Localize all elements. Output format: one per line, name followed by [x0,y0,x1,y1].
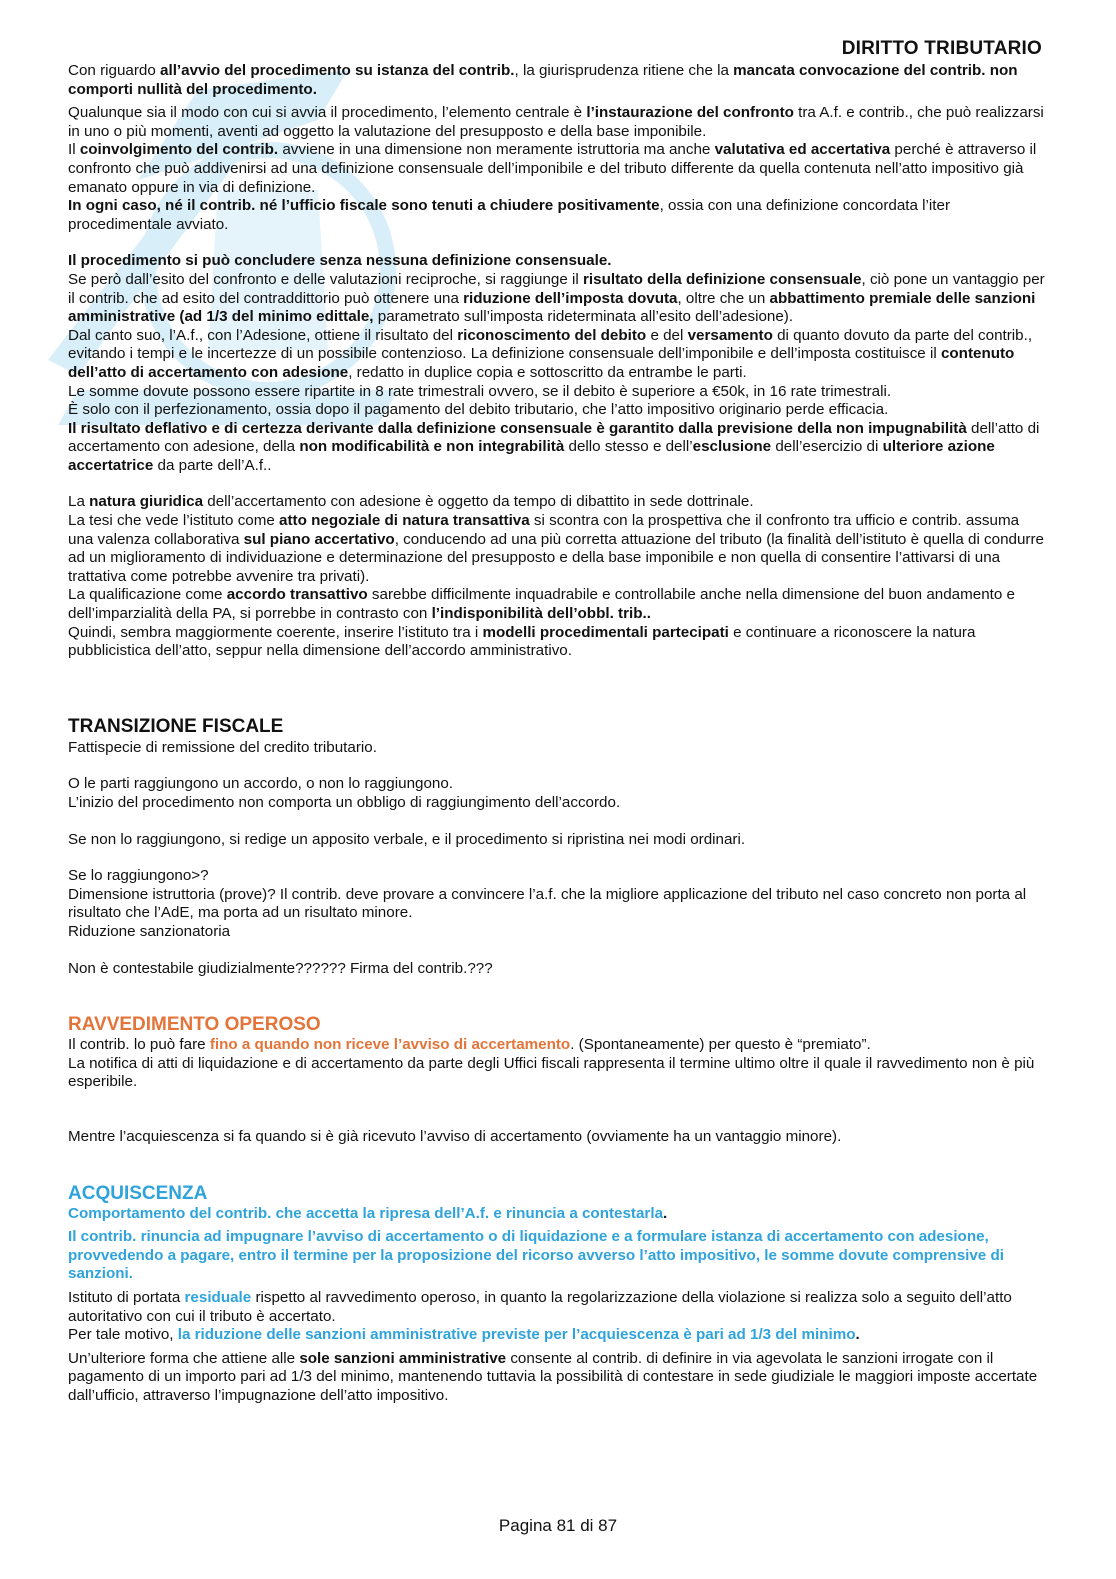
text-run: , oltre che un [677,289,770,307]
paragraph: Se non lo raggiungono, si redige un apposito verbale, e il procedimento si ripristina nei modi ordinari. [68,830,746,848]
text-run: e del [646,326,688,344]
text-run: Qualunque sia il modo con cui si avvia il procedimento, l’elemento centrale è [68,104,587,122]
text-run: valutativa ed accertativa [714,141,891,159]
text-run: e continuare a riconoscere la natura pubblicistica dell’atto, seppur nella dimensione dell’accordo amministrativo. [68,623,976,660]
text-run: In ogni caso, né il contrib. né l’ufficio fiscale sono tenuti a chiudere positivamente [68,197,660,215]
text-run: contenuto dell’atto di accertamento con adesione [68,345,1015,381]
paragraph [68,624,1048,661]
paragraph [68,586,1048,623]
text-run: , conducendo ad una più corretta attuazione del tributo (la finalità dell’istituto è quella di condurre ad un miglioramento di individuazione e determinazione del presupposto e della base imponibile e non quella di consentire l’attivarsi di una trattativa come potrebbe avvenire tra privati). [68,530,1044,585]
paragraph: Istituto di portata residuale rispetto al ravvedimento operoso, in quanto la regolarizzazione della violazione si realizza solo a seguito dell’atto autoritativo con cui il tributo è accertato. [68,1288,1012,1325]
page-content [68,62,1048,1405]
text-run: modelli procedimentali partecipati [482,623,729,641]
text-run: La [68,493,90,511]
paragraph: Se lo raggiungono>? [68,867,209,885]
text-run: all’avvio del procedimento su istanza del contrib. [160,62,515,79]
text-run: , ciò pone un vantaggio per il contrib. che ad esito del contraddittorio può ottenere una [68,270,1045,307]
text-run: La tesi che vede l’istituto come [68,512,280,530]
text-run: ulteriore azione accertatrice [68,438,995,474]
paragraph [68,512,1048,586]
text-run: sarebbe difficilmente inquadrabile e controllabile anche nella dimensione del buon andamento e dell’imparzialità della PA, si porrebbe in contrasto con [68,586,1016,623]
text-run: l’indisponibilità dell’obbl. trib.. [431,605,651,623]
text-run: Se però dall’esito del confronto e delle valutazioni reciproche, si raggiunge il [68,270,583,288]
section-heading-ravvedimento: RAVVEDIMENTO OPEROSO [68,1014,321,1036]
paragraph [68,327,1048,383]
text-run: , ossia con una definizione concordata l’iter procedimentale avviato. [68,197,951,233]
text-run: , redatto in duplice copia e sottoscritto da entrambe le parti. [348,363,747,381]
text-run: accordo transattivo [226,586,368,604]
paragraph: Dimensione istruttoria (prove)? Il contrib. deve provare a convincere l’a.f. che la migliore applicazione del tributo nel caso concreto non porta al risultato che l’AdE, ma porta ad un risultato minore. [68,885,1027,922]
paragraph [68,493,1048,512]
text-run: risultato della definizione consensuale [583,270,862,288]
text-run: La qualificazione come [68,586,227,604]
paragraph [68,271,1048,327]
page-number: Pagina 81 di 87 [498,1516,618,1535]
text-run: Il [68,141,80,159]
text-run: da parte dell’A.f.. [153,456,272,474]
text-run: È solo con il perfezionamento, ossia dopo il pagamento del debito tributario, che l’atto impositivo originario perde efficacia. [68,401,889,419]
section-heading-transizione: TRANSIZIONE FISCALE [68,715,284,737]
paragraph [68,104,1048,141]
text-run: Il risultato deflativo e di certezza derivante dalla definizione consensuale è garantito dalla previsione della non impugnabilità [68,419,967,437]
text-run: tra A.f. e contrib., che può realizzarsi in uno o più momenti, aventi ad oggetto la valutazione del presupposto e della base imponibile. [68,104,1044,140]
paragraph: Per tale motivo, la riduzione delle sanzioni amministrative previste per l’acquiescenza è pari ad 1/3 del minimo. [68,1326,860,1344]
text-run: non modificabilità e non integrabilità [299,438,565,456]
text-run: esclusione [692,438,772,456]
paragraph: Fattispecie di remissione del credito tributario. [68,738,377,756]
paragraph: Comportamento del contrib. che accetta la ripresa dell’A.f. e rinuncia a contestarla. [68,1204,668,1222]
text-run: dello stesso e dell’ [564,438,693,456]
text-run: sul piano accertativo [243,530,395,548]
paragraph: L’inizio del procedimento non comporta un obbligo di raggiungimento dell’accordo. [68,794,621,811]
text-run: Le somme dovute possono essere ripartite in 8 rate trimestrali ovvero, se il debito è superiore a €50k, in 16 rate trimestrali. [68,382,892,400]
text-run: Con riguardo [68,62,161,79]
paragraph: La notifica di atti di liquidazione e di accertamento da parte degli Uffici fiscali rappresenta il termine ultimo oltre il quale il ravvedimento non è più esperibile. [68,1054,1035,1091]
header-title: DIRITTO TRIBUTARIO [841,38,1042,59]
text-run: abbattimento premiale delle sanzioni amministrative (ad 1/3 del minimo edittale, [68,289,1036,326]
paragraph [68,383,1048,402]
text-run: , la giurisprudenza ritiene che la [514,62,734,79]
text-run: Il procedimento si può concludere senza nessuna definizione consensuale. [68,252,612,270]
paragraph: Il contrib. rinuncia ad impugnare l’avviso di accertamento o di liquidazione e a formulare istanza di accertamento con adesione, provvedendo a pagare, entro il termine per la proposizione del ricorso avverso l’atto impositivo, le somme dovute comprensive di sanzioni. [68,1228,1004,1283]
text-run: dell’atto di accertamento con adesione, della [68,419,1040,456]
section-heading-acquiescenza: ACQUISCENZA [68,1182,208,1204]
paragraph: Non è contestabile giudizialmente?????? Firma del contrib.??? [68,959,493,977]
paragraph: Mentre l’acquiescenza si fa quando si è già ricevuto l’avviso di accertamento (ovviamente ha un vantaggio minore). [68,1127,842,1145]
paragraph: O le parti raggiungono un accordo, o non lo raggiungono. [68,775,454,793]
text-run: si scontra con la prospettiva che il confronto tra ufficio e contrib. assuma una valenza collaborativa [68,512,1020,548]
paragraph: Un’ulteriore forma che attiene alle sole sanzioni amministrative consente al contrib. di definire in via agevolata le sanzioni irrogate con il pagamento di un importo pari ad 1/3 del minimo, mantenendo tuttavia la possibilità di contestare in sede giudiziale le maggiori imposte accertate dall’ufficio, attraverso l’impugnazione dell’atto impositivo. [68,1349,1038,1404]
text-run: l’instaurazione del confronto [586,104,794,122]
text-run: mancata convocazione del contrib. non comporti nullità del procedimento. [68,62,1018,98]
text-run: natura giuridica [89,493,204,511]
text-run: Quindi, sembra maggiormente coerente, inserire l’istituto tra i [68,623,483,641]
text-run: versamento [687,326,773,344]
text-run: perché è attraverso il confronto che può addivenirsi ad una definizione consensuale dell’imponibile e del tributo differente da quella contenuta nell’atto impositivo già emanato oppure in via di definizione. [68,141,1037,196]
text-run: dell’esercizio di [771,438,883,456]
paragraph [68,252,1048,271]
text-run: coinvolgimento del contrib. [79,141,279,159]
paragraph [68,62,1048,99]
text-run: avviene in una dimensione non meramente istruttoria ma anche [278,141,715,159]
paragraph [68,401,1048,420]
text-run: riduzione dell’imposta dovuta [463,289,678,307]
text-run: di quanto dovuto da parte del contrib., evitando i tempi e le incertezze di un possibile contenzioso. La definizione consensuale dell’imponibile e dell’imposta costituisce il [68,326,1033,363]
paragraph: Riduzione sanzionatoria [68,922,231,940]
text-run: atto negoziale di natura transattiva [279,512,530,530]
text-run: parametrato sull’imposta rideterminata all’esito dell’adesione). [373,308,794,326]
paragraph [68,197,1048,234]
text-run: riconoscimento del debito [457,326,647,344]
paragraph [68,420,1048,476]
text-run: Dal canto suo, l’A.f., con l’Adesione, ottiene il risultato del [68,326,458,344]
text-run: dell’accertamento con adesione è oggetto da tempo di dibattito in sede dottrinale. [203,493,754,511]
paragraph: Il contrib. lo può fare fino a quando non riceve l’avviso di accertamento. (Spontaneamente) per questo è “premiato”. [68,1036,871,1054]
paragraph [68,141,1048,197]
